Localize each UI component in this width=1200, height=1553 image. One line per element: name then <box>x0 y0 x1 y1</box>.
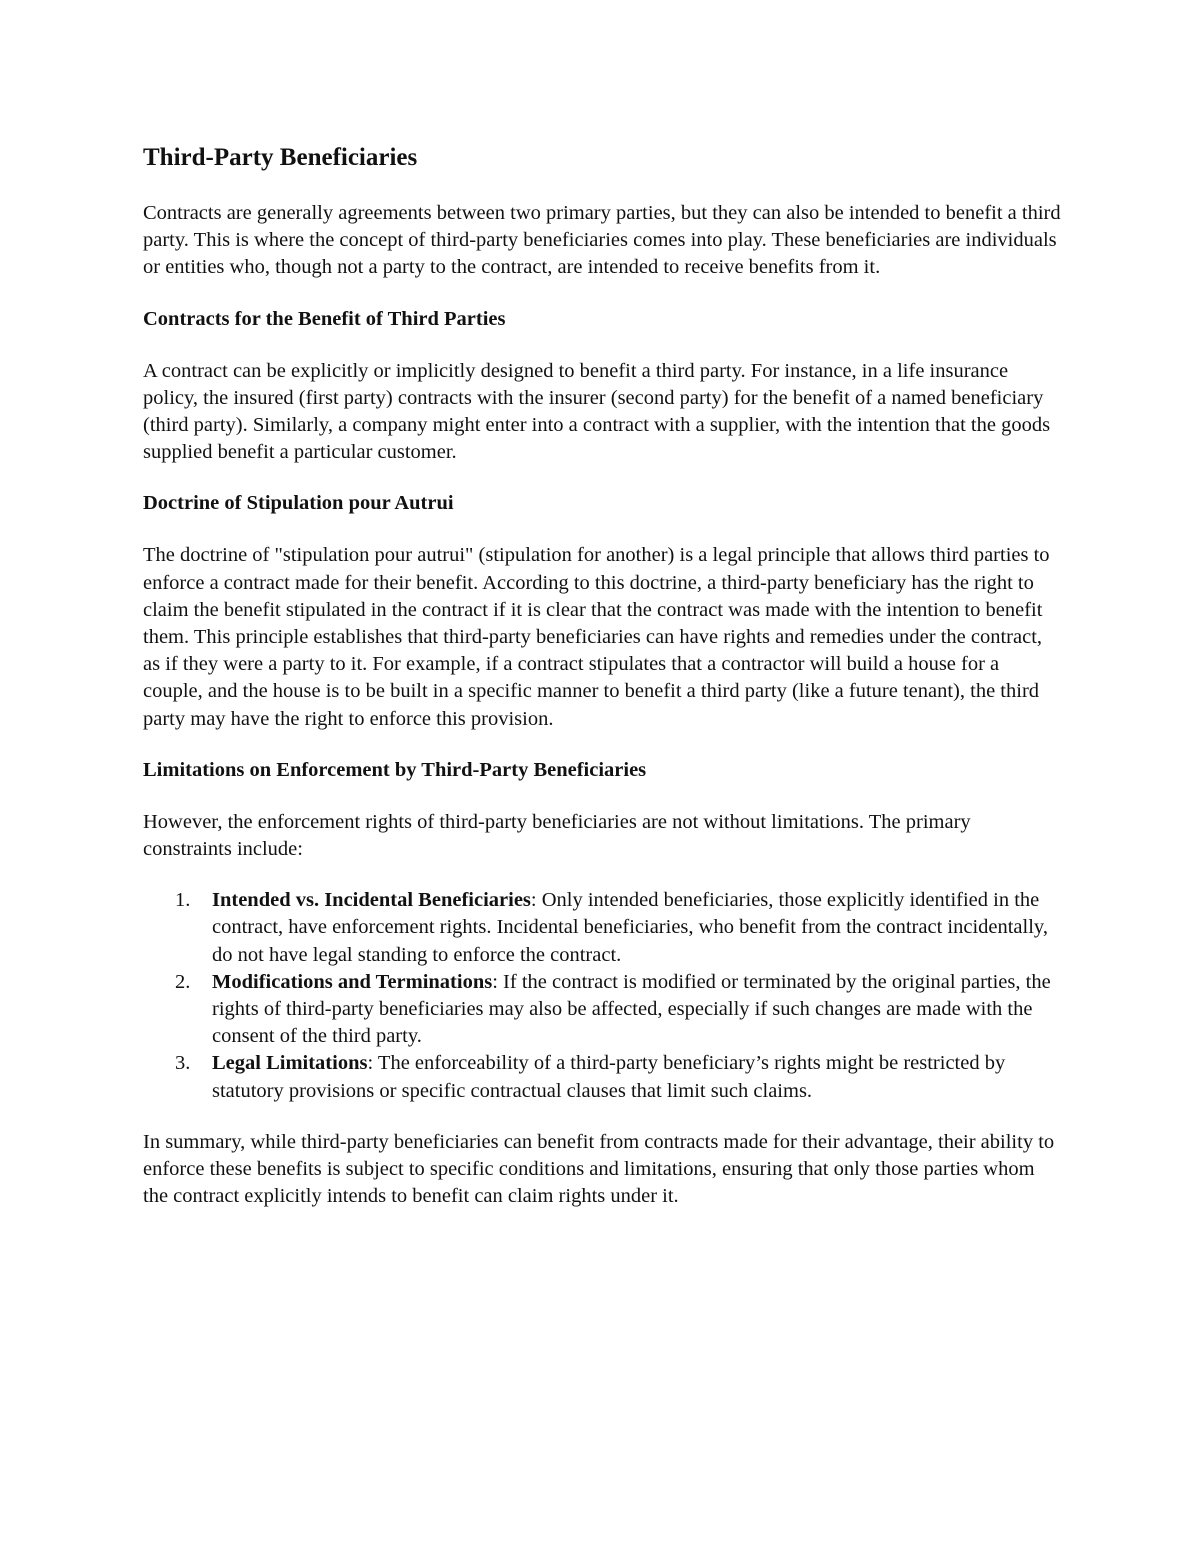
list-item-number: 1. <box>175 889 191 912</box>
section-body-stipulation-pour-autrui: The doctrine of "stipulation pour autrui" (stipulation for another) is a legal principle that allows third parties to enforce a contract made for their benefit. According to this doctrine, a third-party beneficiary has the right to claim the benefit stipulated in the contract if it is clear that the contract was made with the intention to benefit them. This principle establishes that third-party beneficiaries can have rights and remedies under the contract, as if they were a party to it. For example, if a contract stipulates that a contractor will build a house for a couple, and the house is to be built in a specific manner to benefit a third party (like a future tenant), the third party may have the right to enforce this provision. <box>143 544 1050 730</box>
list-item-term: Intended vs. Incidental Beneficiaries <box>212 889 531 912</box>
list-item-text: : If the contract is modified or terminated by the original parties, the rights of third-party beneficiaries may also be affected, especially if such changes are made with the consent of the third party. <box>212 970 1051 1048</box>
list-item-text: : The enforceability of a third-party beneficiary’s rights might be restricted by statutory provisions or specific contractual clauses that limit such claims. <box>212 1052 1006 1102</box>
section-heading-limitations: Limitations on Enforcement by Third-Party Beneficiaries <box>143 758 647 781</box>
intro-paragraph: Contracts are generally agreements between two primary parties, but they can also be intended to benefit a third party. This is where the concept of third-party beneficiaries comes into play. These beneficiaries are individuals or entities who, though not a party to the contract, are intended to receive benefits from it. <box>143 202 1061 279</box>
list-item-term: Legal Limitations <box>212 1052 368 1075</box>
document-title: Third-Party Beneficiaries <box>143 144 418 171</box>
list-item-number: 2. <box>175 970 191 993</box>
section-body-limitations: However, the enforcement rights of third-party beneficiaries are not without limitations. The primary constraints include: <box>143 810 971 861</box>
list-item <box>143 1050 1063 1104</box>
document-page <box>143 140 1063 1234</box>
summary-paragraph: In summary, while third-party beneficiaries can benefit from contracts made for their advantage, their ability to enforce these benefits is subject to specific conditions and limitations, ensuring that only those parties whom the contract explicitly intends to benefit can claim rights under it. <box>143 1130 1055 1208</box>
section-heading-benefit-third-parties: Contracts for the Benefit of Third Parties <box>143 307 506 330</box>
section-body-benefit-third-parties: A contract can be explicitly or implicitly designed to benefit a third party. For instance, in a life insurance policy, the insured (first party) contracts with the insurer (second party) for the benefit of a named beneficiary (third party). Similarly, a company might enter into a contract with a supplier, with the intention that the goods supplied benefit a particular customer. <box>143 359 1051 464</box>
list-item-number: 3. <box>175 1052 191 1075</box>
list-item <box>143 969 1063 1051</box>
list-item-term: Modifications and Terminations <box>212 970 493 993</box>
limitations-list <box>143 887 1063 1105</box>
list-item <box>143 887 1063 969</box>
list-item-text: : Only intended beneficiaries, those explicitly identified in the contract, have enforcement rights. Incidental beneficiaries, who benefit from the contract incidentally, do not have legal standing to enforce the contract. <box>212 889 1048 966</box>
section-heading-stipulation-pour-autrui: Doctrine of Stipulation pour Autrui <box>143 492 454 515</box>
